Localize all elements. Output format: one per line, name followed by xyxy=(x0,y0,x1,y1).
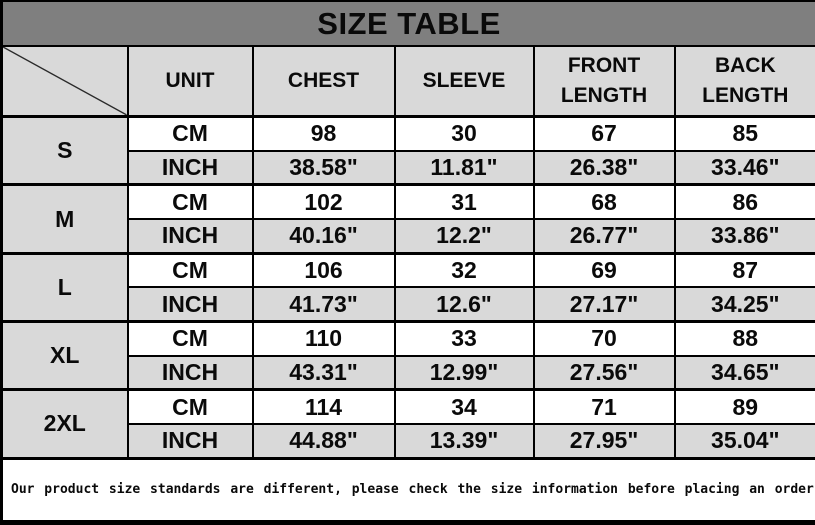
value-cell: 30 xyxy=(395,117,534,151)
size-label-xl: XL xyxy=(2,321,128,389)
unit-label: CM xyxy=(128,253,253,287)
column-header-back-length: BACK LENGTH xyxy=(675,46,815,116)
size-label-m: M xyxy=(2,185,128,253)
value-cell: 32 xyxy=(395,253,534,287)
value-cell: 12.6" xyxy=(395,287,534,321)
value-cell: 86 xyxy=(675,185,815,219)
value-cell: 11.81" xyxy=(395,151,534,185)
unit-label: INCH xyxy=(128,287,253,321)
value-cell: 98 xyxy=(253,117,395,151)
value-cell: 26.77" xyxy=(534,219,675,253)
value-cell: 87 xyxy=(675,253,815,287)
value-cell: 12.99" xyxy=(395,356,534,390)
value-cell: 31 xyxy=(395,185,534,219)
value-cell: 33 xyxy=(395,321,534,355)
value-cell: 12.2" xyxy=(395,219,534,253)
title-row xyxy=(2,1,815,46)
table-row xyxy=(2,321,815,355)
unit-label: CM xyxy=(128,185,253,219)
value-cell: 114 xyxy=(253,390,395,424)
value-cell: 106 xyxy=(253,253,395,287)
unit-label: CM xyxy=(128,390,253,424)
value-cell: 34.25" xyxy=(675,287,815,321)
value-cell: 85 xyxy=(675,117,815,151)
diagonal-line-icon xyxy=(3,47,127,115)
footer-row xyxy=(2,458,815,522)
value-cell: 13.39" xyxy=(395,424,534,458)
value-cell: 89 xyxy=(675,390,815,424)
header-row xyxy=(2,46,815,116)
value-cell: 27.95" xyxy=(534,424,675,458)
unit-label: INCH xyxy=(128,424,253,458)
unit-label: INCH xyxy=(128,356,253,390)
value-cell: 71 xyxy=(534,390,675,424)
diagonal-header-cell xyxy=(2,46,128,116)
value-cell: 33.46" xyxy=(675,151,815,185)
value-cell: 43.31" xyxy=(253,356,395,390)
unit-label: CM xyxy=(128,117,253,151)
footer-note: Our product size standards are different, please check the size information before placing an order xyxy=(2,458,815,522)
value-cell: 26.38" xyxy=(534,151,675,185)
unit-label: CM xyxy=(128,321,253,355)
table-row xyxy=(2,117,815,151)
value-cell: 44.88" xyxy=(253,424,395,458)
table-title: SIZE TABLE xyxy=(2,1,815,46)
unit-label: INCH xyxy=(128,151,253,185)
value-cell: 38.58" xyxy=(253,151,395,185)
value-cell: 88 xyxy=(675,321,815,355)
value-cell: 41.73" xyxy=(253,287,395,321)
column-header-sleeve: SLEEVE xyxy=(395,46,534,116)
value-cell: 68 xyxy=(534,185,675,219)
value-cell: 27.17" xyxy=(534,287,675,321)
value-cell: 33.86" xyxy=(675,219,815,253)
value-cell: 70 xyxy=(534,321,675,355)
column-header-chest: CHEST xyxy=(253,46,395,116)
column-header-unit: UNIT xyxy=(128,46,253,116)
value-cell: 69 xyxy=(534,253,675,287)
size-label-2xl: 2XL xyxy=(2,390,128,458)
value-cell: 110 xyxy=(253,321,395,355)
value-cell: 67 xyxy=(534,117,675,151)
value-cell: 35.04" xyxy=(675,424,815,458)
size-label-s: S xyxy=(2,117,128,185)
column-header-front-length: FRONT LENGTH xyxy=(534,46,675,116)
value-cell: 34.65" xyxy=(675,356,815,390)
value-cell: 102 xyxy=(253,185,395,219)
value-cell: 34 xyxy=(395,390,534,424)
size-label-l: L xyxy=(2,253,128,321)
table-row xyxy=(2,185,815,219)
value-cell: 40.16" xyxy=(253,219,395,253)
value-cell: 27.56" xyxy=(534,356,675,390)
unit-label: INCH xyxy=(128,219,253,253)
table-row xyxy=(2,253,815,287)
table-row xyxy=(2,390,815,424)
